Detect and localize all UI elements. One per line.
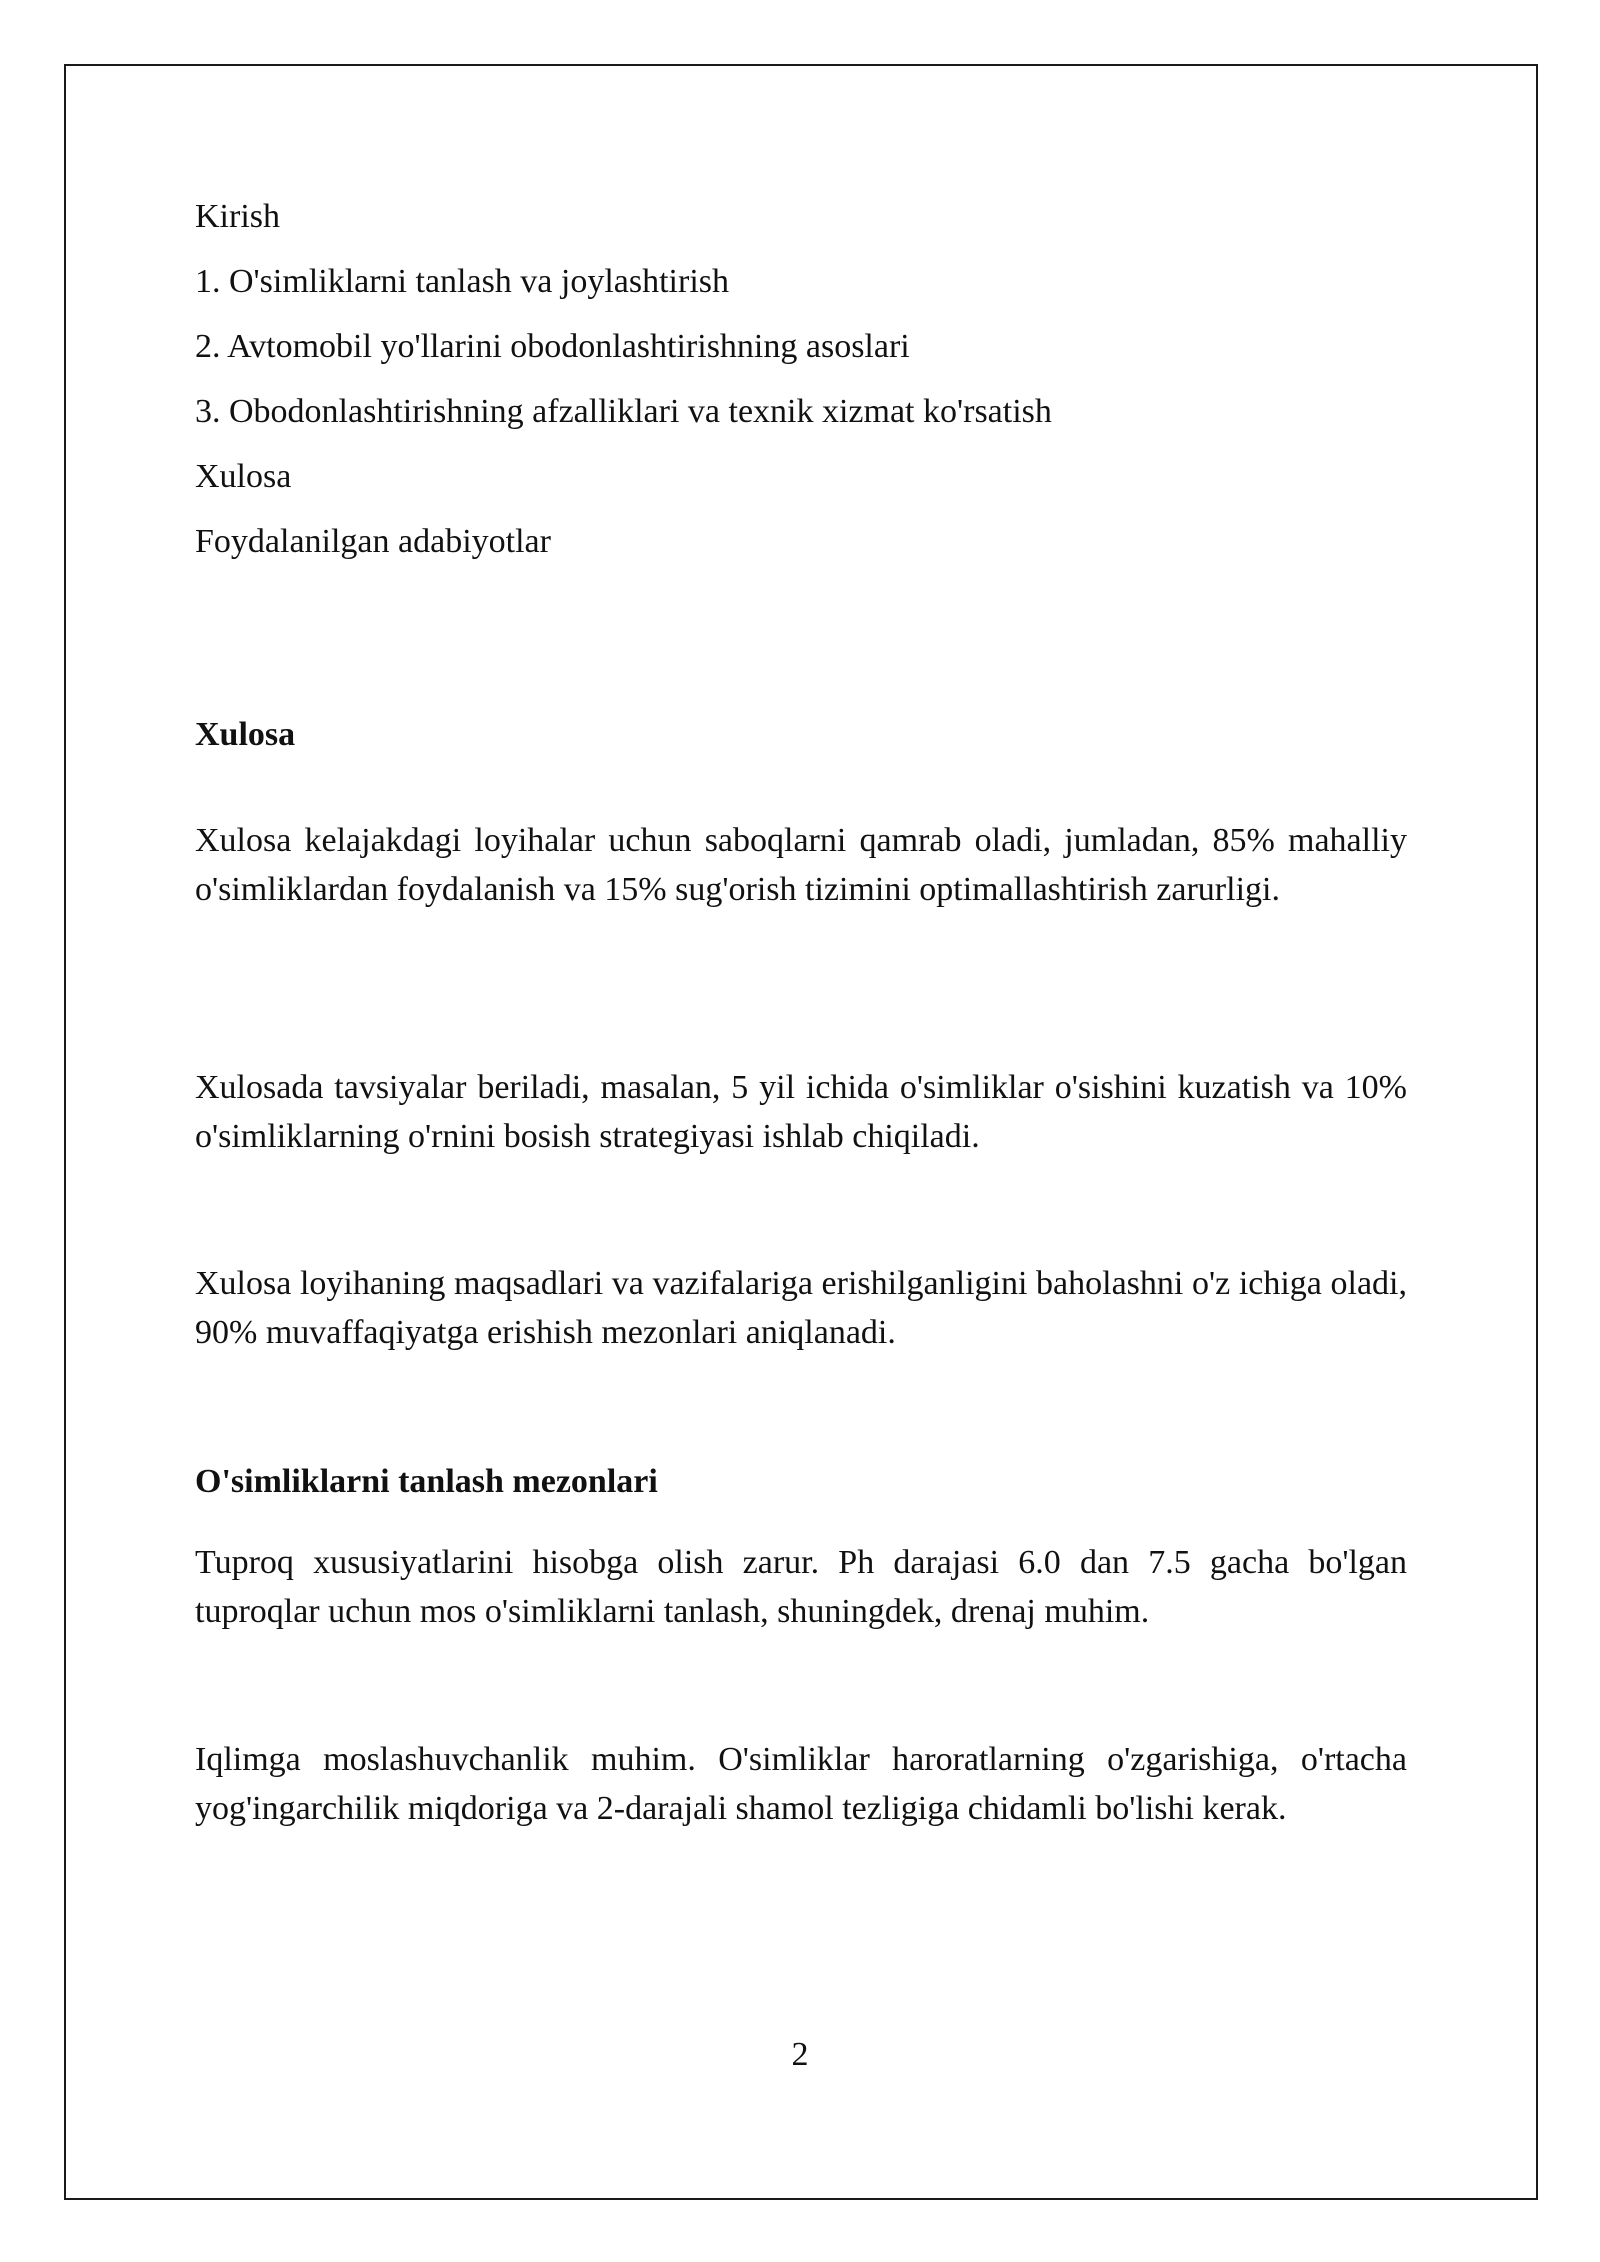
conclusion-paragraph-3: Xulosa loyihaning maqsadlari va vazifalariga erishilganligini baholashni o'z ichiga oladi, 90% muvaffaqiyatga erishish mezonlari aniqlanadi. — [195, 1265, 1407, 1351]
page-number: 2 — [791, 2036, 809, 2073]
criteria-paragraph-1: Tuproq xususiyatlarini hisobga olish zarur. Ph darajasi 6.0 dan 7.5 gacha bo'lgan tuproqlar uchun mos o'simliklarni tanlash, shuningdek, drenaj muhim. — [195, 1544, 1407, 1630]
toc-item-chapter-1: 1. O'simliklarni tanlash va joylashtirish — [195, 263, 730, 300]
toc-item-conclusion: Xulosa — [195, 458, 292, 495]
plant-selection-criteria-heading: O'simliklarni tanlash mezonlari — [195, 1463, 658, 1500]
toc-item-chapter-2: 2. Avtomobil yo'llarini obodonlashtirishning asoslari — [195, 328, 910, 365]
conclusion-paragraph-2: Xulosada tavsiyalar beriladi, masalan, 5 yil ichida o'simliklar o'sishini kuzatish va 10% o'simliklarning o'rnini bosish strategiyasi ishlab chiqiladi. — [195, 1069, 1407, 1155]
toc-item-introduction: Kirish — [195, 198, 280, 235]
conclusion-heading: Xulosa — [195, 716, 296, 753]
conclusion-paragraph-1: Xulosa kelajakdagi loyihalar uchun saboqlarni qamrab oladi, jumladan, 85% mahalliy o'simliklardan foydalanish va 15% sug'orish tizimini optimallashtirish zarurligi. — [195, 822, 1407, 908]
toc-item-references: Foydalanilgan adabiyotlar — [195, 523, 551, 560]
criteria-paragraph-2: Iqlimga moslashuvchanlik muhim. O'simliklar haroratlarning o'zgarishiga, o'rtacha yog'ingarchilik miqdoriga va 2-darajali shamol tezligiga chidamli bo'lishi kerak. — [195, 1741, 1407, 1827]
toc-item-chapter-3: 3. Obodonlashtirishning afzalliklari va texnik xizmat ko'rsatish — [195, 393, 1052, 430]
